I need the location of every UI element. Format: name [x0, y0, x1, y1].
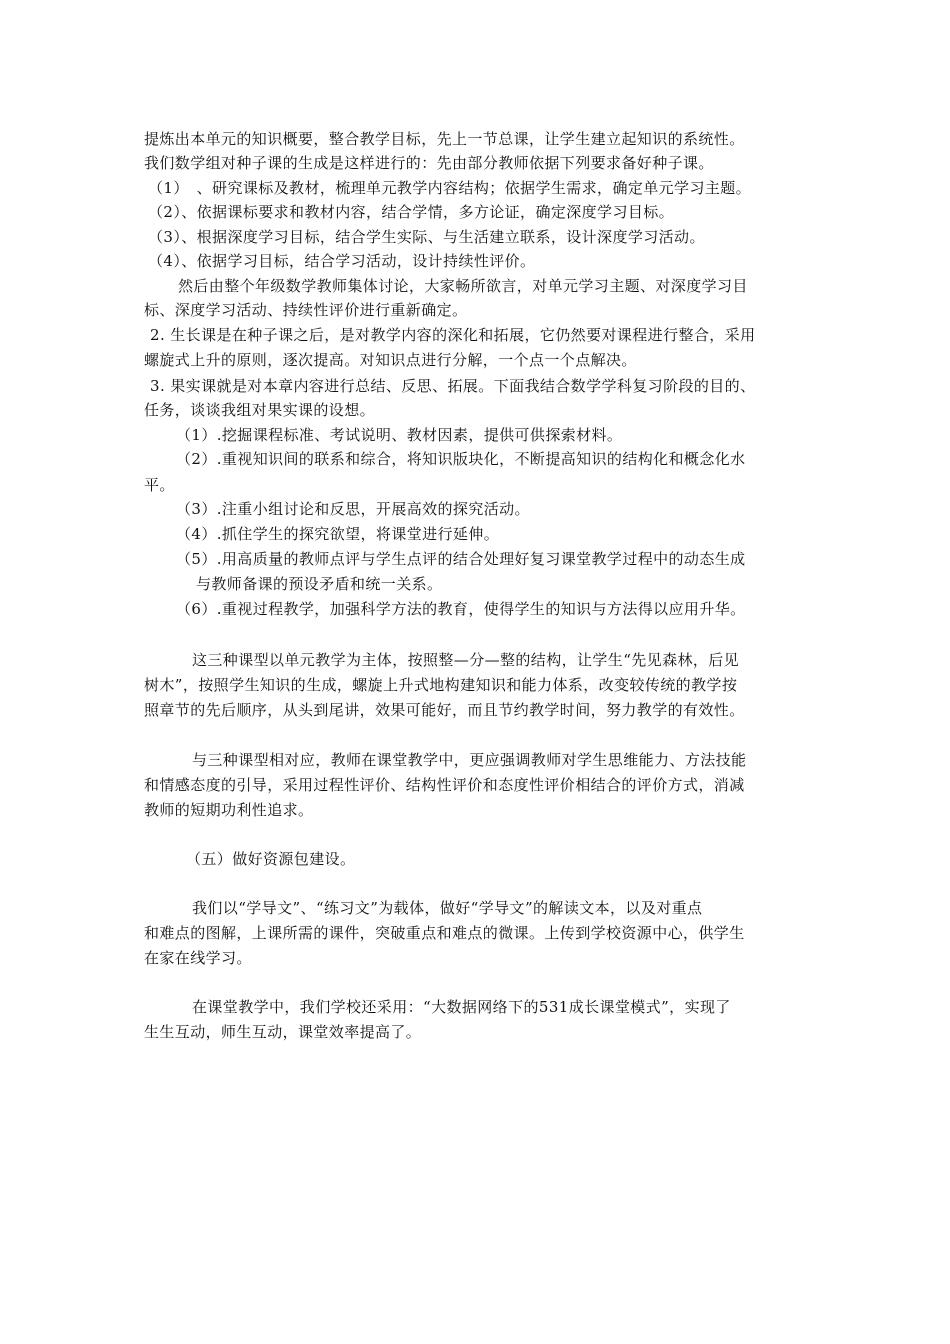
summary-line-2: 树木”，按照学生知识的生成，螺旋上升式地构建知识和能力体系，改变较传统的教学按: [144, 676, 738, 694]
seed-step-3: （3）、根据深度学习目标，结合学生实际、与生活建立联系，设计深度学习活动。: [148, 228, 705, 246]
intro-line-2: 我们数学组对种子课的生成是这样进行的：先由部分教师依据下列要求备好种子课。: [144, 154, 714, 172]
fruit-item-5-line-2: 与教师备课的预设矛盾和统一关系。: [196, 575, 443, 593]
section-heading-5: （五）做好资源包建设。: [186, 850, 356, 868]
discussion-line-1: 然后由整个年级数学教师集体讨论，大家畅所欲言，对单元学习主题、对深度学习目: [178, 277, 748, 295]
fruit-item-3: （3）.注重小组讨论和反思，开展高效的探究活动。: [176, 500, 530, 518]
summary-line-1: 这三种课型以单元教学为主体，按照整—分—整的结构，让学生“先见森林，后见: [192, 651, 740, 669]
summary-line-3: 照章节的先后顺序，从头到尾讲，效果可能好，而且节约教学时间，努力教学的有效性。: [144, 701, 745, 719]
seed-step-2: （2）、依据课标要求和教材内容，结合学情，多方论证，确定深度学习目标。: [148, 203, 675, 221]
growth-lesson-line-2: 螺旋式上升的原则，逐次提高。对知识点进行分解，一个点一个点解决。: [144, 351, 637, 369]
classroom-line-1: 在课堂教学中，我们学校还采用：“大数据网络下的531成长课堂模式”，实现了: [192, 998, 731, 1016]
resource-line-3: 在家在线学习。: [144, 949, 252, 967]
growth-lesson-line-1: 2. 生长课是在种子课之后，是对教学内容的深化和拓展，它仍然要对课程进行整合，采用: [150, 326, 756, 344]
resource-line-1: 我们以“学导文”、“练习文”为载体，做好“学导文”的解读文本，以及对重点: [192, 899, 703, 917]
fruit-item-1: （1）.挖掘课程标准、考试说明、教材因素，提供可供探索材料。: [176, 426, 623, 444]
fruit-lesson-line-2: 任务，谈谈我组对果实课的设想。: [144, 401, 376, 419]
fruit-lesson-line-1: 3. 果实课就是对本章内容进行总结、反思、拓展。下面我结合数学学科复习阶段的目的、: [150, 377, 756, 395]
intro-line-1: 提炼出本单元的知识概要，整合教学目标，先上一节总课，让学生建立起知识的系统性。: [144, 130, 745, 148]
evaluation-line-1: 与三种课型相对应，教师在课堂教学中，更应强调教师对学生思维能力、方法技能: [192, 751, 747, 769]
classroom-line-2: 生生互动，师生互动，课堂效率提高了。: [144, 1023, 422, 1041]
evaluation-line-3: 教师的短期功利性追求。: [144, 801, 314, 819]
fruit-item-4: （4）.抓住学生的探究欲望，将课堂进行延伸。: [176, 525, 500, 543]
fruit-item-6: （6）.重视过程教学，加强科学方法的教育，使得学生的知识与方法得以应用升华。: [176, 600, 746, 618]
resource-line-2: 和难点的图解，上课所需的课件，突破重点和难点的微课。上传到学校资源中心，供学生: [144, 924, 745, 942]
fruit-item-5-line-1: （5）.用高质量的教师点评与学生点评的结合处理好复习课堂教学过程中的动态生成: [176, 550, 746, 568]
seed-step-4: （4）、依据学习目标，结合学习活动，设计持续性评价。: [148, 252, 536, 270]
fruit-item-2-line-2: 平。: [144, 476, 175, 494]
evaluation-line-2: 和情感态度的引导，采用过程性评价、结构性评价和态度性评价相结合的评价方式，消减: [144, 776, 745, 794]
fruit-item-2-line-1: （2）.重视知识间的联系和综合，将知识版块化，不断提高知识的结构化和概念化水: [176, 450, 746, 468]
discussion-line-2: 标、深度学习活动、持续性评价进行重新确定。: [144, 301, 468, 319]
seed-step-1: （1） 、研究课标及教材，梳理单元教学内容结构；依据学生需求，确定单元学习主题。: [148, 179, 752, 197]
